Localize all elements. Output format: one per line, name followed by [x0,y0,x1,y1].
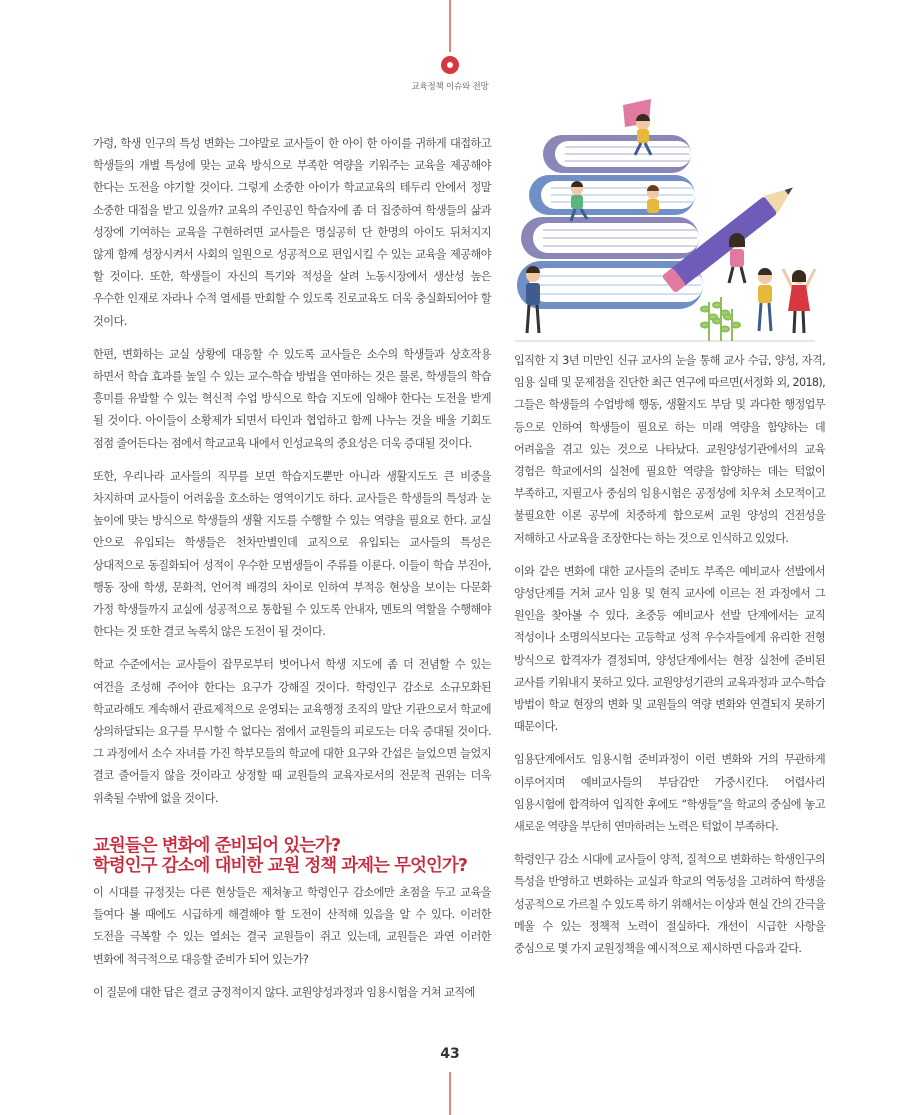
right-paragraph-1: 입직한 지 3년 미만인 신규 교사의 눈을 통해 교사 수급, 양성, 자격, 임용 실태 및 문제점을 진단한 최근 연구에 따르면(서정화 외, 2018), 그들은 학생들의 수업방해 행동, 생활지도 부담 및 과다한 행정업무 등으로 인하여 학생들이 필요로 하는 미래 역량을 함양하는 데 어려움을 겪고 있는 것으로 나타났다. 교원양성기관에서의 교육 경험은 학교에서의 실천에 필요한 역량을 함양하는 데는 턱없이 부족하고, 지필고사 중심의 임용시험은 공정성에 치우쳐 소모적이고 불필요한 이론 공부에 치중하게 함으로써 교원 양성의 건전성을 저해하고 사교육을 조장한다는 하는 것으로 인식하고 있었다. [514,354,825,545]
right-paragraph-4: 학령인구 감소 시대에 교사들이 양적, 질적으로 변화하는 학생인구의 특성을 반영하고 변화하는 교실과 학교의 역동성을 고려하여 학생을 성공적으로 가르칠 수 있도록 하기 위해서는 이상과 현실 간의 간극을 메울 수 있는 정책적 노력이 절실하다. 개선이 시급한 사항을 중심으로 몇 가지 교원정책을 예시적으로 제시하면 다음과 같다. [514,853,825,956]
right-paragraph-3: 임용단계에서도 임용시험 준비과정이 이런 변화와 거의 무관하게 이루어지며 예비교사들의 부담감만 가중시킨다. 어렵사리 임용시험에 합격하여 입직한 후에도 “학생들”을 학교의 중심에 놓고 새로운 역량을 부단히 연마하려는 노력은 턱없이 부족하다. [514,753,825,834]
section-marker-icon [441,56,459,74]
plants [701,297,740,341]
book-top [543,135,691,173]
left-paragraph-1: 가령, 학생 인구의 특성 변화는 그야말로 교사들이 한 아이 한 아이를 귀하게 대접하고 학생들의 개별 특성에 맞는 교육 방식으로 부족한 역량을 키워주는 교육을 제공해야 한다는 도전을 야기할 것이다. 그렇게 소중한 아이가 학교교육의 테두리 안에서 정말 소중한 대접을 받고 있을까? 교육의 주인공인 학습자에 좀 더 집중하여 학생들의 삶과 성장에 기여하는 교육을 구현하려면 교사들은 명실공히 단 한명의 아이도 뒤처지지 않게 함께 성장시켜서 사회의 일원으로 성공적으로 편입시킬 수 있는 교육을 제공해야 할 것이다. 또한, 학생들이 자신의 특기와 적성을 살려 노동시장에서 생산성 높은 우수한 인재로 자라나 수적 열세를 만회할 수 있도록 진로교육도 더욱 충실화되어야 할 것이다. [93,137,491,328]
left-paragraph-4: 학교 수준에서는 교사들이 잡무로부터 벗어나서 학생 지도에 좀 더 전념할 수 있는 여건을 조성해 주어야 한다는 요구가 강해질 것이다. 학령인구 감소로 소규모화된 학교라해도 계속해서 관료제적으로 운영되는 교육행정 조직의 말단 기관으로서 학교에 상의하달되는 요구를 무시할 수 없다는 점에서 교원들의 피로도는 더욱 증대될 것이다. 그 과정에서 소수 자녀를 가진 학부모들의 학교에 대한 요구와 간섭은 늘었으면 늘었지 결코 줄어들지 않을 것이라고 상정할 때 교원들의 교육자로서의 전문적 권위는 더욱 위축될 수밖에 없을 것이다. [93,658,491,805]
top-decorative-line [449,0,451,52]
section-heading-line-1: 교원들은 변화에 준비되어 있는가? [93,835,341,856]
book-third [521,217,699,259]
book-second [529,175,695,215]
section-heading [93,836,491,876]
right-column [514,350,825,971]
student-left [526,266,540,333]
section-label: 교육정책 이슈와 전망 [411,82,489,92]
left-paragraph-6: 이 질문에 대한 답은 결코 긍정적이지 않다. 교원양성과정과 임용시험을 거쳐 교직에 [93,985,475,999]
student-pencil [729,233,745,283]
section-heading-line-2: 학령인구 감소에 대비한 교원 정책 과제는 무엇인가? [93,855,468,876]
left-paragraph-3: 또한, 우리나라 교사들의 직무를 보면 학습지도뿐만 아니라 생활지도도 큰 비중을 차지하며 교사들이 어려움을 호소하는 영역이기도 하다. 교사들은 학생들의 특성과 눈 높이에 맞는 방식으로 학생들의 생활 지도를 수행할 수 있는 역량을 필요로 한다. 교실 안으로 유입되는 학생들은 천차만별인데 교직으로 유입되는 교사들의 특성은 상대적으로 동질화되어 성적이 우수한 모범생들이 주류를 이룬다. 이들이 학습 부진아, 행동 장애 학생, 문화적, 언어적 배경의 차이로 인하여 부적응 현상을 보이는 다문화 가정 학생들까지 교실에 성공적으로 통합될 수 있도록 안내자, 멘토의 역할을 수행해야 한다는 것 또한 결코 녹록치 않은 도전이 될 것이다. [93,469,491,639]
page-number: 43 [440,1046,460,1062]
student-right-boy [758,268,772,331]
books-students-illustration [515,97,823,347]
left-column [93,133,491,1015]
left-paragraph-5: 이 시대를 규정짓는 다른 현상들은 제쳐놓고 학령인구 감소에만 초점을 두고 교육을 들여다 볼 때에도 시급하게 해결해야 할 도전이 산적해 있음을 알 수 있다. 이러한 도전을 극복할 수 있는 열쇠는 결국 교원들이 쥐고 있는데, 교원들은 과연 이러한 변화에 적극적으로 대응할 준비가 되어 있는가? [93,885,491,966]
right-paragraph-2: 이와 같은 변화에 대한 교사들의 준비도 부족은 예비교사 선발에서 양성단계를 거쳐 교사 임용 및 현직 교사에 이르는 전 과정에서 그 원인을 찾아볼 수 있다. 초중등 예비교사 선발 단계에서는 교직 적성이나 소명의식보다는 고등학교 성적 우수자들에게 유리한 전형 방식으로 합격자가 결정되며, 양성단계에서는 현장 실천에 준비된 교사를 키워내지 못하고 있다. 교원양성기관의 교육과정과 교수-학습 방법이 학교 현장의 변화 및 교원들의 역량 변화와 연결되지 못하기 때문이다. [514,564,825,734]
bottom-decorative-line [449,1072,451,1115]
left-paragraph-2: 한편, 변화하는 교실 상황에 대응할 수 있도록 교사들은 소수의 학생들과 상호작용 하면서 학습 효과를 높일 수 있는 교수-학습 방법을 연마하는 것은 물론, 학생들의 학습 흥미를 유발할 수 있는 혁신적 수업 방식으로 학습 지도에 임해야 한다는 도전을 받게 될 것이다. 아이들이 소황제가 되면서 타인과 협업하고 함께 나누는 것을 배울 기회도 점점 줄어든다는 점에서 학교교육 내에서 인성교육의 중요성은 더욱 증대될 것이다. [93,347,491,450]
student-right-girl [783,269,815,333]
